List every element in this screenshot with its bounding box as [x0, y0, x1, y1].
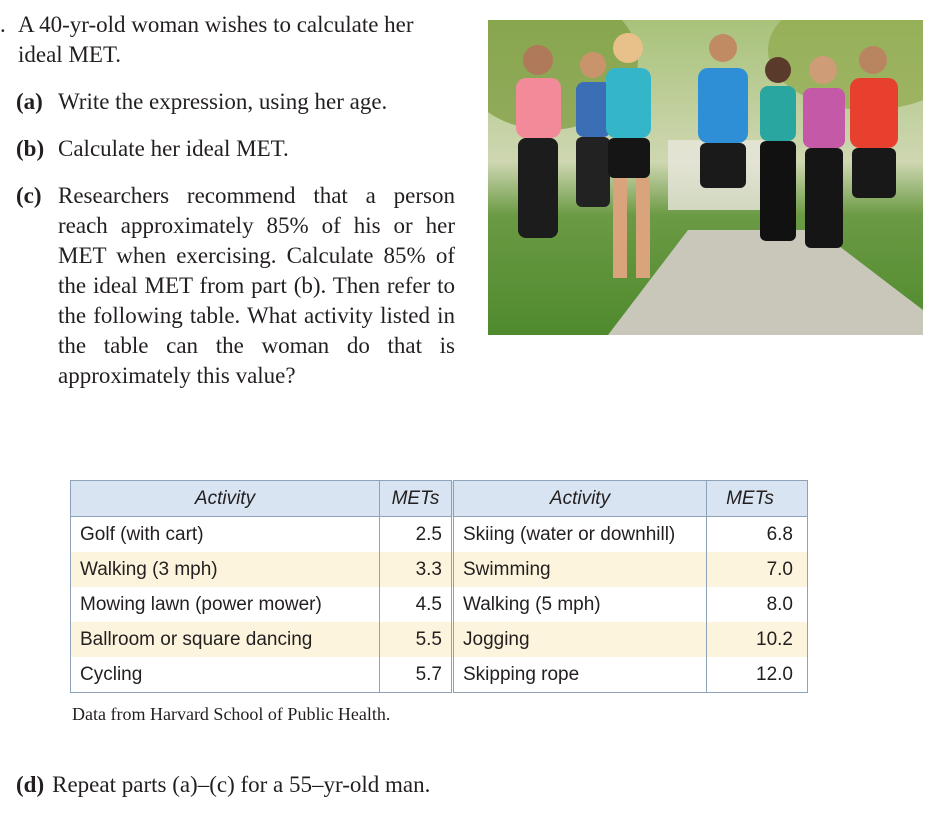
mets-cell: 8.0 — [707, 587, 808, 622]
mets-cell: 6.8 — [707, 517, 808, 553]
mets-cell: 3.3 — [380, 552, 453, 587]
part-c-text: Researchers recommend that a person reach approximately 85% of his or her MET when exercising. Calculate 85% of the ideal MET from part (b). Then refer to the following table. What activity listed in the table can the woman do that is approximately this value? — [58, 183, 455, 388]
group-of-people-walking-photo-icon — [488, 20, 923, 335]
part-a — [0, 87, 455, 117]
met-table — [70, 480, 808, 693]
table-row — [71, 552, 808, 587]
mets-cell: 7.0 — [707, 552, 808, 587]
stem-text: A 40-yr-old woman wishes to calculate her ideal MET. — [18, 12, 414, 67]
activity-cell: Mowing lawn (power mower) — [71, 587, 380, 622]
header-activity-2: Activity — [453, 481, 707, 517]
problem-number: . — [0, 12, 6, 37]
part-c-label: (c) — [16, 183, 42, 208]
people-walking-photo — [488, 20, 923, 335]
table-row — [71, 587, 808, 622]
part-d-text: Repeat parts (a)–(c) for a 55–yr-old man. — [52, 772, 431, 797]
header-mets-2: METs — [707, 481, 808, 517]
activity-cell: Walking (3 mph) — [71, 552, 380, 587]
activity-cell: Jogging — [453, 622, 707, 657]
table-source-note: Data from Harvard School of Public Health. — [72, 704, 391, 724]
activity-cell: Golf (with cart) — [71, 517, 380, 553]
mets-cell: 5.7 — [380, 657, 453, 693]
table-row — [71, 622, 808, 657]
problem-text — [0, 10, 455, 391]
mets-cell: 10.2 — [707, 622, 808, 657]
part-b — [0, 134, 455, 164]
mets-cell: 12.0 — [707, 657, 808, 693]
mets-cell: 2.5 — [380, 517, 453, 553]
part-d-label: (d) — [16, 772, 45, 797]
part-d — [16, 770, 430, 800]
activity-cell: Skiing (water or downhill) — [453, 517, 707, 553]
activity-cell: Cycling — [71, 657, 380, 693]
part-a-text: Write the expression, using her age. — [58, 89, 388, 114]
part-b-label: (b) — [16, 136, 45, 161]
activity-cell: Skipping rope — [453, 657, 707, 693]
activity-cell: Swimming — [453, 552, 707, 587]
table-row — [71, 517, 808, 553]
part-c — [0, 181, 455, 391]
table-header-row — [71, 481, 808, 517]
table-row — [71, 657, 808, 693]
problem-stem — [0, 10, 455, 70]
activity-cell: Ballroom or square dancing — [71, 622, 380, 657]
part-b-text: Calculate her ideal MET. — [58, 136, 289, 161]
part-a-label: (a) — [16, 89, 43, 114]
mets-cell: 5.5 — [380, 622, 453, 657]
mets-cell: 4.5 — [380, 587, 453, 622]
header-mets-1: METs — [380, 481, 453, 517]
activity-cell: Walking (5 mph) — [453, 587, 707, 622]
header-activity-1: Activity — [71, 481, 380, 517]
